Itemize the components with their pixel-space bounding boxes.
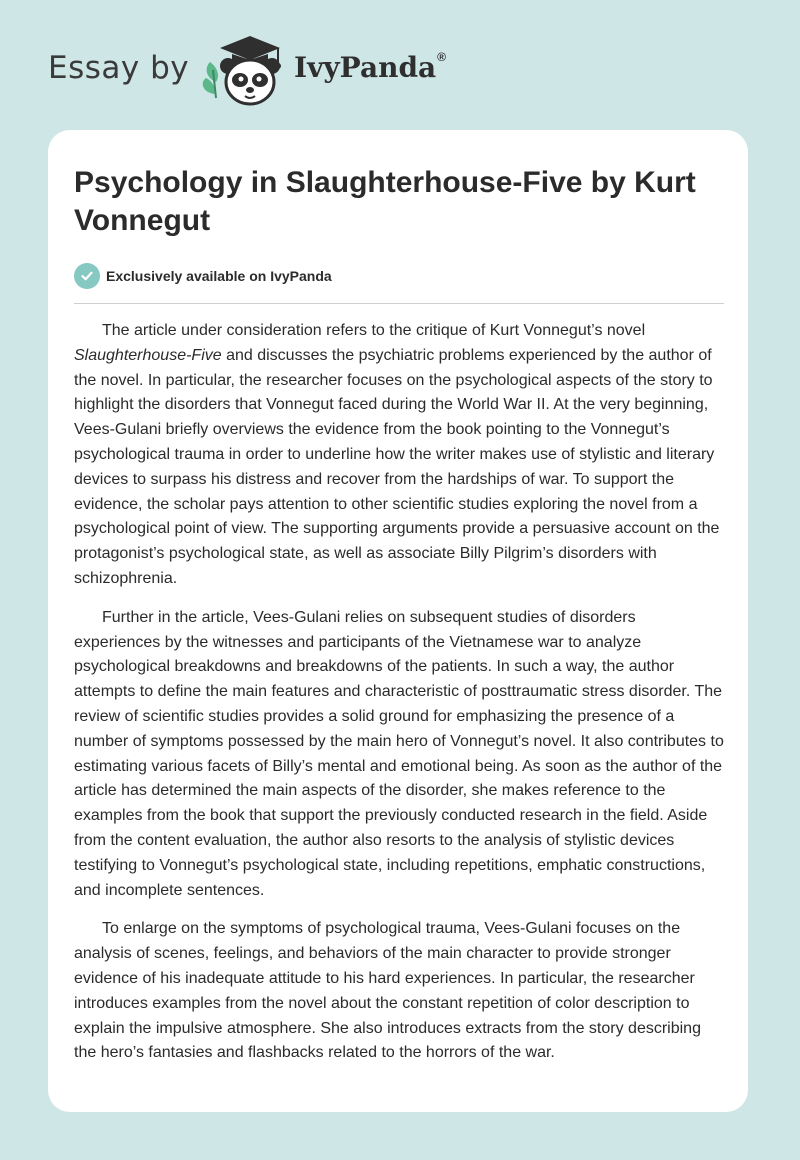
brand-name: IvyPanda: [294, 51, 437, 84]
book-title-italic: Slaughterhouse-Five: [74, 346, 222, 364]
page-title: Psychology in Slaughterhouse-Five by Kurt Vonnegut: [74, 166, 696, 237]
paragraph-3: To enlarge on the symptoms of psychological trauma, Vees-Gulani focuses on the analysis of scenes, feelings, and behaviors of the main character to provide stronger evidence of his inadequate attitude to his hard experiences. In particular, the researcher introduces examples from the novel about the constant repetition of color description to explain the impulsive atmosphere. She also introduces extracts from the story describing the hero’s fantasies and flashbacks related to the horrors of the war.: [74, 920, 701, 1062]
exclusive-badge: [74, 263, 332, 289]
badge-label: Exclusively available on IvyPanda: [106, 268, 332, 284]
paragraph-1-start: The article under consideration refers to the critique of Kurt Vonnegut’s novel: [102, 322, 646, 339]
paragraph-2: Further in the article, Vees-Gulani relies on subsequent studies of disorders experiences by the witnesses and participants of the Vietnamese war to analyze psychological breakdowns and breakdowns of the patients. In such a way, the author attempts to define the main features and characteristic of posttraumatic stress disorder. The review of scientific studies provides a solid ground for emphasizing the presence of a number of symptoms possessed by the main hero of Vonnegut’s novel. It also contributes to estimating various facets of Billy’s mental and emotional being. As soon as the author of the article has determined the main aspects of the disorder, she makes reference to the examples from the book that support the previously conducted research in the field. Aside from the content evaluation, the author also resorts to the analysis of stylistic devices testifying to Vonnegut’s psychological state, including repetitions, emphatic constructions, and incomplete sentences.: [74, 608, 724, 899]
paragraph-1: [74, 319, 724, 592]
registered-mark: ®: [437, 50, 447, 64]
check-circle-icon: [74, 263, 100, 289]
essay-card: [48, 130, 748, 1112]
article-body: [74, 319, 724, 1080]
brand-logo-text[interactable]: [294, 50, 446, 84]
paragraph-1-end: and discusses the psychiatric problems experienced by the author of the novel. In particular, the researcher focuses on the psychological aspects of the story to highlight the disorders that Vonnegut faced during the World War II. At the very beginning, Vees-Gulani briefly overviews the evidence from the book pointing to the Vonnegut’s psychological trauma in order to underline how the writer makes use of stylistic and literary devices to surpass his distress and recover from the hardships of war. To support the evidence, the scholar pays attention to other scientific studies exploring the novel from a psychological point of view. The supporting arguments provide a persuasive account on the protagonist’s psychological state, as well as associate Billy Pilgrim’s disorders with schizophrenia.: [74, 346, 720, 587]
essay-by-label: Essay by: [48, 50, 190, 86]
site-header: [0, 0, 800, 120]
panda-graduate-icon[interactable]: [198, 34, 290, 108]
divider: [74, 303, 724, 304]
